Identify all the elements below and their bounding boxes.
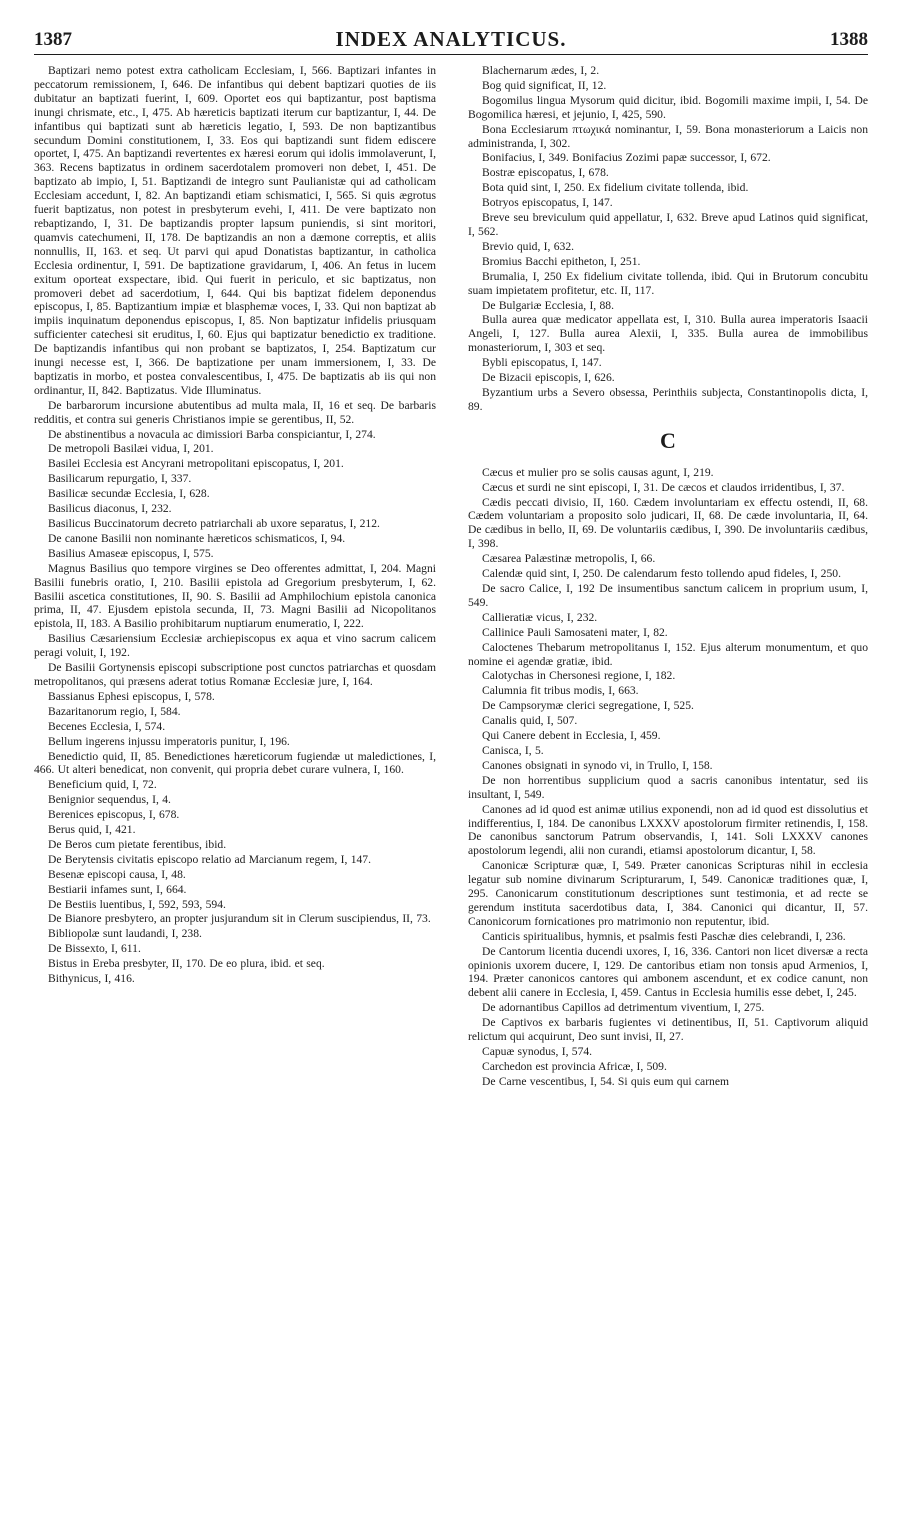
index-entry: Qui Canere debent in Ecclesia, I, 459. xyxy=(482,729,661,743)
index-entry: Bassianus Ephesi episcopus, I, 578. xyxy=(48,689,215,703)
index-entry: Canalis quid, I, 507. xyxy=(482,714,578,728)
index-entry: De abstinentibus a novacula ac dimissiori Barba conspiciantur, I, 274. xyxy=(48,427,376,441)
index-entry: Blachernarum ædes, I, 2. xyxy=(482,64,600,77)
section-letter: C xyxy=(660,427,676,453)
index-entry: Basilei Ecclesia est Ancyrani metropolitani episcopatus, I, 201. xyxy=(48,457,344,471)
index-entry: Bulla aurea quæ medicator appellata est, I, 310. Bulla aurea imperatoris Isaacii Angeli, I, 127. Bulla aurea Alexii, I, 335. Bulla aurea de immobilibus monasteriorum, I, 303 et seq. xyxy=(468,313,868,355)
index-entry: Brevio quid, I, 632. xyxy=(482,239,575,253)
index-entry: Callinice Pauli Samosateni mater, I, 82. xyxy=(482,625,668,639)
index-entry: Basilius Amaseæ episcopus, I, 575. xyxy=(48,546,214,560)
page-number-right: 1388 xyxy=(830,29,868,50)
index-entry: Benedictio quid, II, 85. Benedictiones hæreticorum fugiendæ ut maledictiones, I, 466. Ut alteri benedicat, non convenit, qui propria debet curare vulnera, I, 160. xyxy=(34,749,436,777)
index-entry: Carchedon est provincia Africæ, I, 509. xyxy=(482,1059,667,1073)
index-entry: Magnus Basilius quo tempore virgines se Deo offerentes admittat, I, 204. Magni Basilii funebris oratio, I, 210. Basilii epistola ad Gregorium presbyterum, I, 62. Basilii ascetica constitutiones, II, 90. S. Basilii ad Amphilochium epistola canonica prima, II, 47. Ejusdem epistola secunda, II, 73. Magni Basilii ad Nicopolitanos epistola, II, 183. A Basilio prohibitarum nuptiarum enumeratio, I, 222. xyxy=(34,561,436,631)
index-entry: De Carne vescentibus, I, 54. Si quis eum qui carnem xyxy=(482,1074,730,1088)
index-entry: Beneficium quid, I, 72. xyxy=(48,778,157,792)
index-entry: Bazaritanorum regio, I, 584. xyxy=(48,704,181,718)
index-entry: Bestiarii infames sunt, I, 664. xyxy=(48,882,187,896)
right-column xyxy=(468,64,868,1524)
index-entry: De Beros cum pietate ferentibus, ibid. xyxy=(48,837,227,851)
index-entry: De canone Basilii non nominante hæreticos schismaticos, I, 94. xyxy=(48,531,346,545)
index-entry: De adornantibus Capillos ad detrimentum viventium, I, 275. xyxy=(482,1001,765,1015)
index-entry: Basilicus diaconus, I, 232. xyxy=(48,502,172,516)
index-entry: Canonicæ Scripturæ quæ, I, 549. Præter canonicas Scripturas nihil in ecclesia legatur sub nomine divinarum Scripturarum, I, 549. Canonicæ traditiones quæ, I, 295. Canonicarum constitutionum descriptiones sunt testimonia, et ad recte se gerendum instituta sacerdotibus data, I, 384. Canonici qui dicantur, II, 57. Canonicorum fornicationes pro matrimonio non reputentur, ibid. xyxy=(468,859,868,928)
index-entry: Basilicæ secundæ Ecclesia, I, 628. xyxy=(48,487,210,501)
index-entry: Basilicarum repurgatio, I, 337. xyxy=(48,472,192,486)
index-entry: Callieratiæ vicus, I, 232. xyxy=(482,610,598,624)
index-entry: Calumnia fit tribus modis, I, 663. xyxy=(482,684,639,698)
index-entry: Canisca, I, 5. xyxy=(482,743,544,757)
index-entry: Brumalia, I, 250 Ex fidelium civitate tollenda, ibid. Qui in Brutorum concubitu suam impietatem profitetur, etc. II, 117. xyxy=(468,269,868,297)
index-entry: De metropoli Basilæi vidua, I, 201. xyxy=(48,442,214,456)
index-entry: Bona Ecclesiarum πτωχικά nominantur, I, 59. Bona monasteriorum a Laicis non administranda, I, 302. xyxy=(468,122,868,150)
index-entry: Bog quid significat, II, 12. xyxy=(482,78,607,92)
running-header xyxy=(34,26,868,55)
page-number-left: 1387 xyxy=(34,29,72,50)
index-entry: Bostræ episcopatus, I, 678. xyxy=(482,166,609,180)
page-title: INDEX ANALYTICUS. xyxy=(335,27,567,51)
index-entry: De Bestiis luentibus, I, 592, 593, 594. xyxy=(48,897,226,911)
index-entry: De Cantorum licentia ducendi uxores, I, 16, 336. Cantori non licet diversæ a recta opinionis uxorem ducere, I, 129. De cantoribus etiam non tonsis apud Armenios, I, 194. Præter canonicos cantores qui ambonem ascendunt, et ex codice canunt, non debent alii canere in Ecclesia, I, 459. Cantus in Ecclesia humilis esse debet, I, 245. xyxy=(468,944,868,1000)
index-entry: Cædis peccati divisio, II, 160. Cædem involuntariam ex effectu ostendi, II, 68. Cædem voluntariam a proposito solo judicari, II, 68. De cæde involuntaria, II, 64. De cædibus in bello, II, 69. De voluntariis cædibus, I, 390. De involuntariis cædibus, I, 398. xyxy=(468,495,868,551)
index-entry: Bibliopolæ sunt laudandi, I, 238. xyxy=(48,927,202,941)
index-entry: Bellum ingerens injussu imperatoris punitur, I, 196. xyxy=(48,734,290,748)
index-entry: Canticis spiritualibus, hymnis, et psalmis festi Paschæ dies celebrandi, I, 236. xyxy=(482,929,846,943)
index-entry: Basilicus Buccinatorum decreto patriarchali ab uxore separatus, I, 212. xyxy=(48,517,380,530)
index-entry: De Berytensis civitatis episcopo relatio ad Marcianum regem, I, 147. xyxy=(48,852,371,866)
index-entry: De Campsorymæ clerici segregatione, I, 525. xyxy=(482,699,694,713)
index-entry: Breve seu breviculum quid appellatur, I, 632. Breve apud Latinos quid significat, I, 562. xyxy=(468,211,868,238)
left-column xyxy=(34,64,436,1524)
index-entry: De Bulgariæ Ecclesia, I, 88. xyxy=(482,298,614,312)
index-entry: De Bizacii episcopis, I, 626. xyxy=(482,371,615,385)
index-entry: Baptizari nemo potest extra catholicam Ecclesiam, I, 566. Baptizari infantes in peccatorum remissionem, I, 646. De infantibus qui debent baptizari quoties de iis dubitatur an baptizati fuerint, I, 609. Oportet eos qui baptizantur, post baptisma inungi chrismate, etc., I, 475. Ab hæreticis baptizati iterum cur baptizantur, I, 44. De infantibus qui baptizati sunt ab hæreticis legatio, I, 593. De non baptizantibus secundum Domini constitutionem, I, 33. Eos qui baptizandi sunt fidem ediscere oportet, I, 475. An baptizandi revertentes ex hæresi eorum qui idolis immolaverunt, I, 363. Recens baptizatus in ordinem sacerdotalem promoveri non debet, I, 451. De baptizato ab impio, I, 51. Baptizandi de integro sunt Paulianistæ qui ad catholicam Ecclesiam accedunt, I, 82. An baptizandi etiam schismatici, I, 565. Si quis ægrotus fuerit baptizatus, non potest in presbyterum evehi, I, 411. De vere baptizato non rebaptizando, I, 31. De baptizandis propter lapsum puniendis, si sint moritori, quamvis catechumeni, II, 178. De baptizandis an non a dæmone correptis, et aliis nonnullis, II, 163. et seq. Ut parvi qui apud Donatistas baptizantur, in catholica Ecclesia ordinentur, I, 591. De baptizatione gravidarum, I, 406. An fetus in lucem exitum oporteat exspectare, ibid. Qui fuerit in periculo, et sic baptizatus, non promoveri debet ad sacerdotium, I, 644. Qui bis baptizat fidelem deponendus episcopus, I, 85. Baptizantium impiæ et blasphemæ voces, I, 33. Qui non baptizat ab impiis inquinatum deponendus episcopus, I, 85. Non baptizatur infidelis priusquam sufficienter catechesi sit eruditus, I, 60. Ejus qui baptizatur benedictio ex traditione. De baptizandis infantibus qui non probant se baptizatos, I, 254. Baptizatum cur inungi necesse est, I, 366. De baptizatione per unam immersionem, I, 33. De baptizatis in morbo, et postea convalescentibus, I, 475. De baptizatis ab iis qui non ordinantur, II, 842. Baptizatus. Vide Illuminatus. xyxy=(34,64,436,397)
index-entry: Benignior sequendus, I, 4. xyxy=(48,793,171,807)
index-entry: Bota quid sint, I, 250. Ex fidelium civitate tollenda, ibid. xyxy=(482,181,749,195)
index-entry: Basilius Cæsariensium Ecclesiæ archiepiscopus ex aqua et vino sacrum calicem peragi voluit, I, 192. xyxy=(34,632,436,660)
index-entry: De non horrentibus supplicium quod a sacris canonibus intentatur, sed iis insultant, I, 549. xyxy=(468,773,868,801)
index-entry: Bybli episcopatus, I, 147. xyxy=(482,356,602,370)
index-entry: Bromius Bacchi epitheton, I, 251. xyxy=(482,254,641,268)
right-column-c-entries xyxy=(468,466,868,1089)
index-entry: Botryos episcopatus, I, 147. xyxy=(482,196,613,210)
index-entry: Capuæ synodus, I, 574. xyxy=(482,1045,593,1058)
index-entry: Calendæ quid sint, I, 250. De calendarum festo tollendo apud fideles, I, 250. xyxy=(482,567,841,581)
index-entry: Bonifacius, I, 349. Bonifacius Zozimi papæ successor, I, 672. xyxy=(482,151,771,165)
index-entry: Bistus in Ereba presbyter, II, 170. De eo plura, ibid. et seq. xyxy=(48,957,325,971)
index-entry: Berenices episcopus, I, 678. xyxy=(48,808,180,822)
index-entry: De sacro Calice, I, 192 De insumentibus sanctum calicem in proprium usum, I, 549. xyxy=(468,582,868,609)
index-entry: De barbarorum incursione abutentibus ad multa mala, II, 16 et seq. De barbaris redditis, et contra sui generis Christianos impie se gerentibus, II, 52. xyxy=(34,398,436,426)
index-entry: Cæcus et surdi ne sint episcopi, I, 31. De cæcos et claudos irridentibus, I, 37. xyxy=(482,480,845,494)
index-entry: Besenæ episcopi causa, I, 48. xyxy=(48,867,186,881)
index-entry: De Basilii Gortynensis episcopi subscriptione post cunctos patriarchas et quosdam metropolitanos, qui præsens aderat totius Romanæ Ecclesiæ jure, I, 164. xyxy=(34,661,436,688)
index-entry: Calotychas in Chersonesi regione, I, 182. xyxy=(482,669,676,683)
index-entry: Cæcus et mulier pro se solis causas agunt, I, 219. xyxy=(482,465,714,479)
index-entry: Canones obsignati in synodo vi, in Trullo, I, 158. xyxy=(482,758,713,772)
index-entry: Cæsarea Palæstinæ metropolis, I, 66. xyxy=(482,552,656,566)
index-entry: De Captivos ex barbaris fugientes vi detinentibus, II, 51. Captivorum aliquid relictum qui acquirunt, Deo sunt invisi, II, 27. xyxy=(468,1016,868,1044)
index-entry: Bogomilus lingua Mysorum quid dicitur, ibid. Bogomili maxime impii, I, 54. De Bogomilica hæresi, et jejunio, I, 425, 590. xyxy=(468,93,868,121)
index-entry: Becenes Ecclesia, I, 574. xyxy=(48,719,166,733)
index-entry: De Bianore presbytero, an propter jusjurandum sit in Clerum suscipiendus, II, 73. xyxy=(48,912,431,926)
index-entry: Caloctenes Thebarum metropolitanus I, 152. Ejus alterum monumentum, et quo nomine ei agendæ gratiæ, ibid. xyxy=(468,640,868,668)
index-entry: Byzantium urbs a Severo obsessa, Perinthiis subjecta, Constantinopolis dicta, I, 89. xyxy=(468,385,868,413)
index-entry: Bithynicus, I, 416. xyxy=(48,972,135,986)
index-entry: De Bissexto, I, 611. xyxy=(48,942,141,956)
index-entry: Canones ad id quod est animæ utilius exponendi, non ad id quod est dissolutius et indifferentius, I, 184. De canonibus LXXXV apostolorum firmiter retinendis, I, 158. De canonibus sanctorum Patrum observandis, I, 141. Soli LXXXV canones apostolorum legendi, alii non curandi, etiamsi apostolorum dicantur, I, 58. xyxy=(468,802,868,858)
index-entry: Berus quid, I, 421. xyxy=(48,823,136,837)
right-column-b-entries xyxy=(468,64,868,414)
